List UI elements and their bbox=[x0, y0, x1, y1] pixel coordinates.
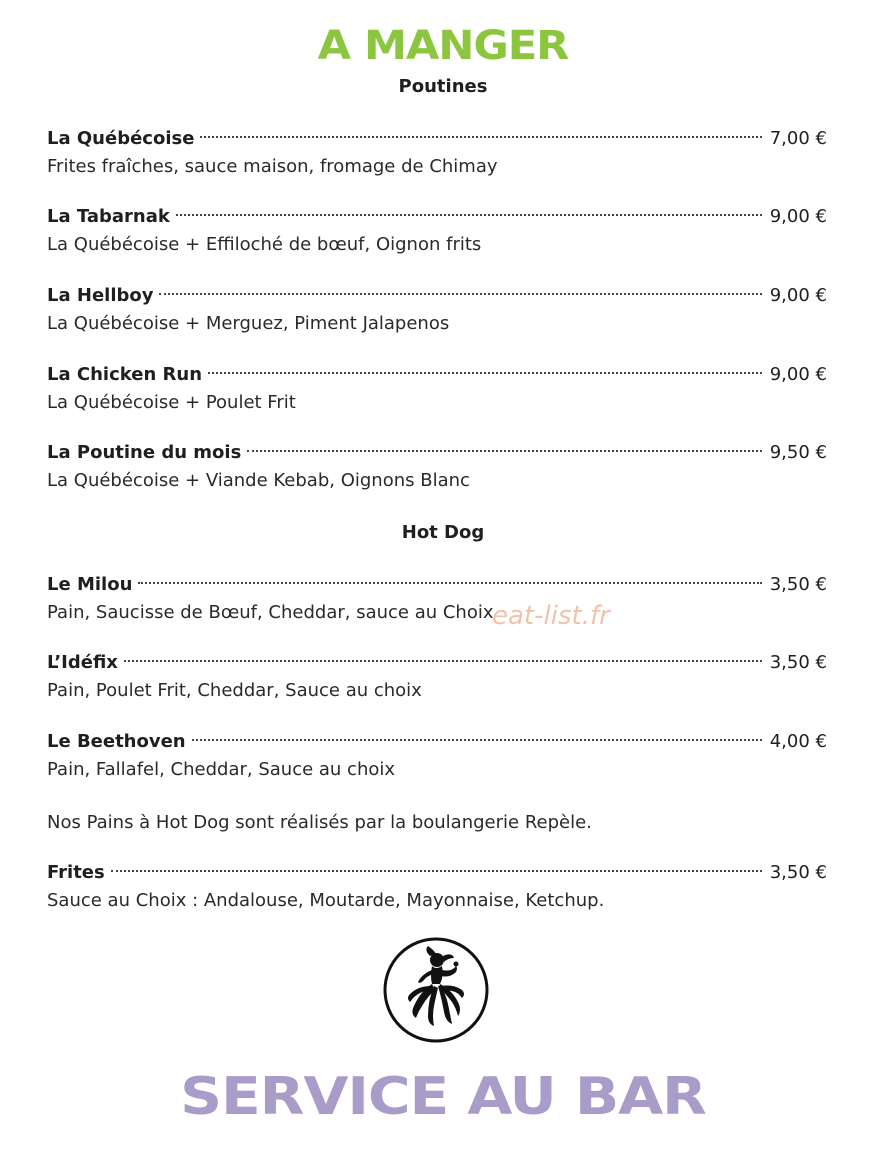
menu-item-la-chicken-run bbox=[47, 361, 827, 417]
section-heading-hot-dog: Hot Dog bbox=[401, 522, 485, 543]
item-name: La Chicken Run bbox=[47, 364, 203, 385]
dot-leader bbox=[111, 870, 762, 872]
item-price: 9,00 € bbox=[769, 206, 827, 227]
menu-item-le-beethoven bbox=[47, 728, 827, 784]
item-price: 3,50 € bbox=[769, 652, 827, 673]
item-description: La Québécoise + Merguez, Piment Jalapenos bbox=[47, 313, 450, 334]
dot-leader bbox=[124, 660, 762, 662]
item-description: Sauce au Choix : Andalouse, Moutarde, Mayonnaise, Ketchup. bbox=[47, 890, 605, 911]
item-name: Le Beethoven bbox=[47, 731, 186, 752]
dot-leader bbox=[200, 136, 761, 138]
service-au-bar-banner: SERVICE AU BAR bbox=[180, 1067, 706, 1127]
bakery-note: Nos Pains à Hot Dog sont réalisés par la boulangerie Repèle. bbox=[47, 812, 592, 833]
item-description: La Québécoise + Viande Kebab, Oignons Blanc bbox=[47, 470, 470, 491]
dot-leader bbox=[247, 450, 761, 452]
item-description: Frites fraîches, sauce maison, fromage de Chimay bbox=[47, 156, 498, 177]
item-description: La Québécoise + Poulet Frit bbox=[47, 392, 296, 413]
dot-leader bbox=[159, 293, 761, 295]
menu-item-la-poutine-du-mois bbox=[47, 439, 827, 495]
item-name: La Québécoise bbox=[47, 128, 195, 149]
menu-item-la-quebecoise bbox=[47, 125, 827, 181]
item-price: 9,00 € bbox=[769, 364, 827, 385]
item-name: Le Milou bbox=[47, 574, 133, 595]
item-name: Frites bbox=[47, 862, 105, 883]
menu-item-la-hellboy bbox=[47, 282, 827, 338]
item-description: Pain, Poulet Frit, Cheddar, Sauce au choix bbox=[47, 680, 422, 701]
menu-item-le-milou bbox=[47, 571, 827, 627]
menu-item-la-tabarnak bbox=[47, 203, 827, 259]
dot-leader bbox=[138, 582, 761, 584]
dot-leader bbox=[176, 214, 762, 216]
octopus-woman-logo-icon bbox=[382, 936, 490, 1044]
section-heading-poutines: Poutines bbox=[398, 76, 488, 97]
menu-item-lidefix bbox=[47, 649, 827, 705]
item-price: 4,00 € bbox=[769, 731, 827, 752]
item-name: La Tabarnak bbox=[47, 206, 170, 227]
item-description: Pain, Saucisse de Bœuf, Cheddar, sauce au Choix bbox=[47, 602, 494, 623]
item-price: 3,50 € bbox=[769, 862, 827, 883]
item-name: L’Idéfix bbox=[47, 652, 118, 673]
item-name: La Hellboy bbox=[47, 285, 154, 306]
item-price: 9,50 € bbox=[769, 442, 827, 463]
item-description: Pain, Fallafel, Cheddar, Sauce au choix bbox=[47, 759, 396, 780]
item-price: 7,00 € bbox=[769, 128, 827, 149]
item-name: La Poutine du mois bbox=[47, 442, 242, 463]
item-price: 3,50 € bbox=[769, 574, 827, 595]
item-description: La Québécoise + Effiloché de bœuf, Oignon frits bbox=[47, 234, 482, 255]
menu-title: A MANGER bbox=[317, 23, 569, 69]
item-price: 9,00 € bbox=[769, 285, 827, 306]
dot-leader bbox=[208, 372, 762, 374]
dot-leader bbox=[192, 739, 762, 741]
menu-item-frites bbox=[47, 859, 827, 915]
watermark: eat-list.fr bbox=[492, 601, 610, 631]
